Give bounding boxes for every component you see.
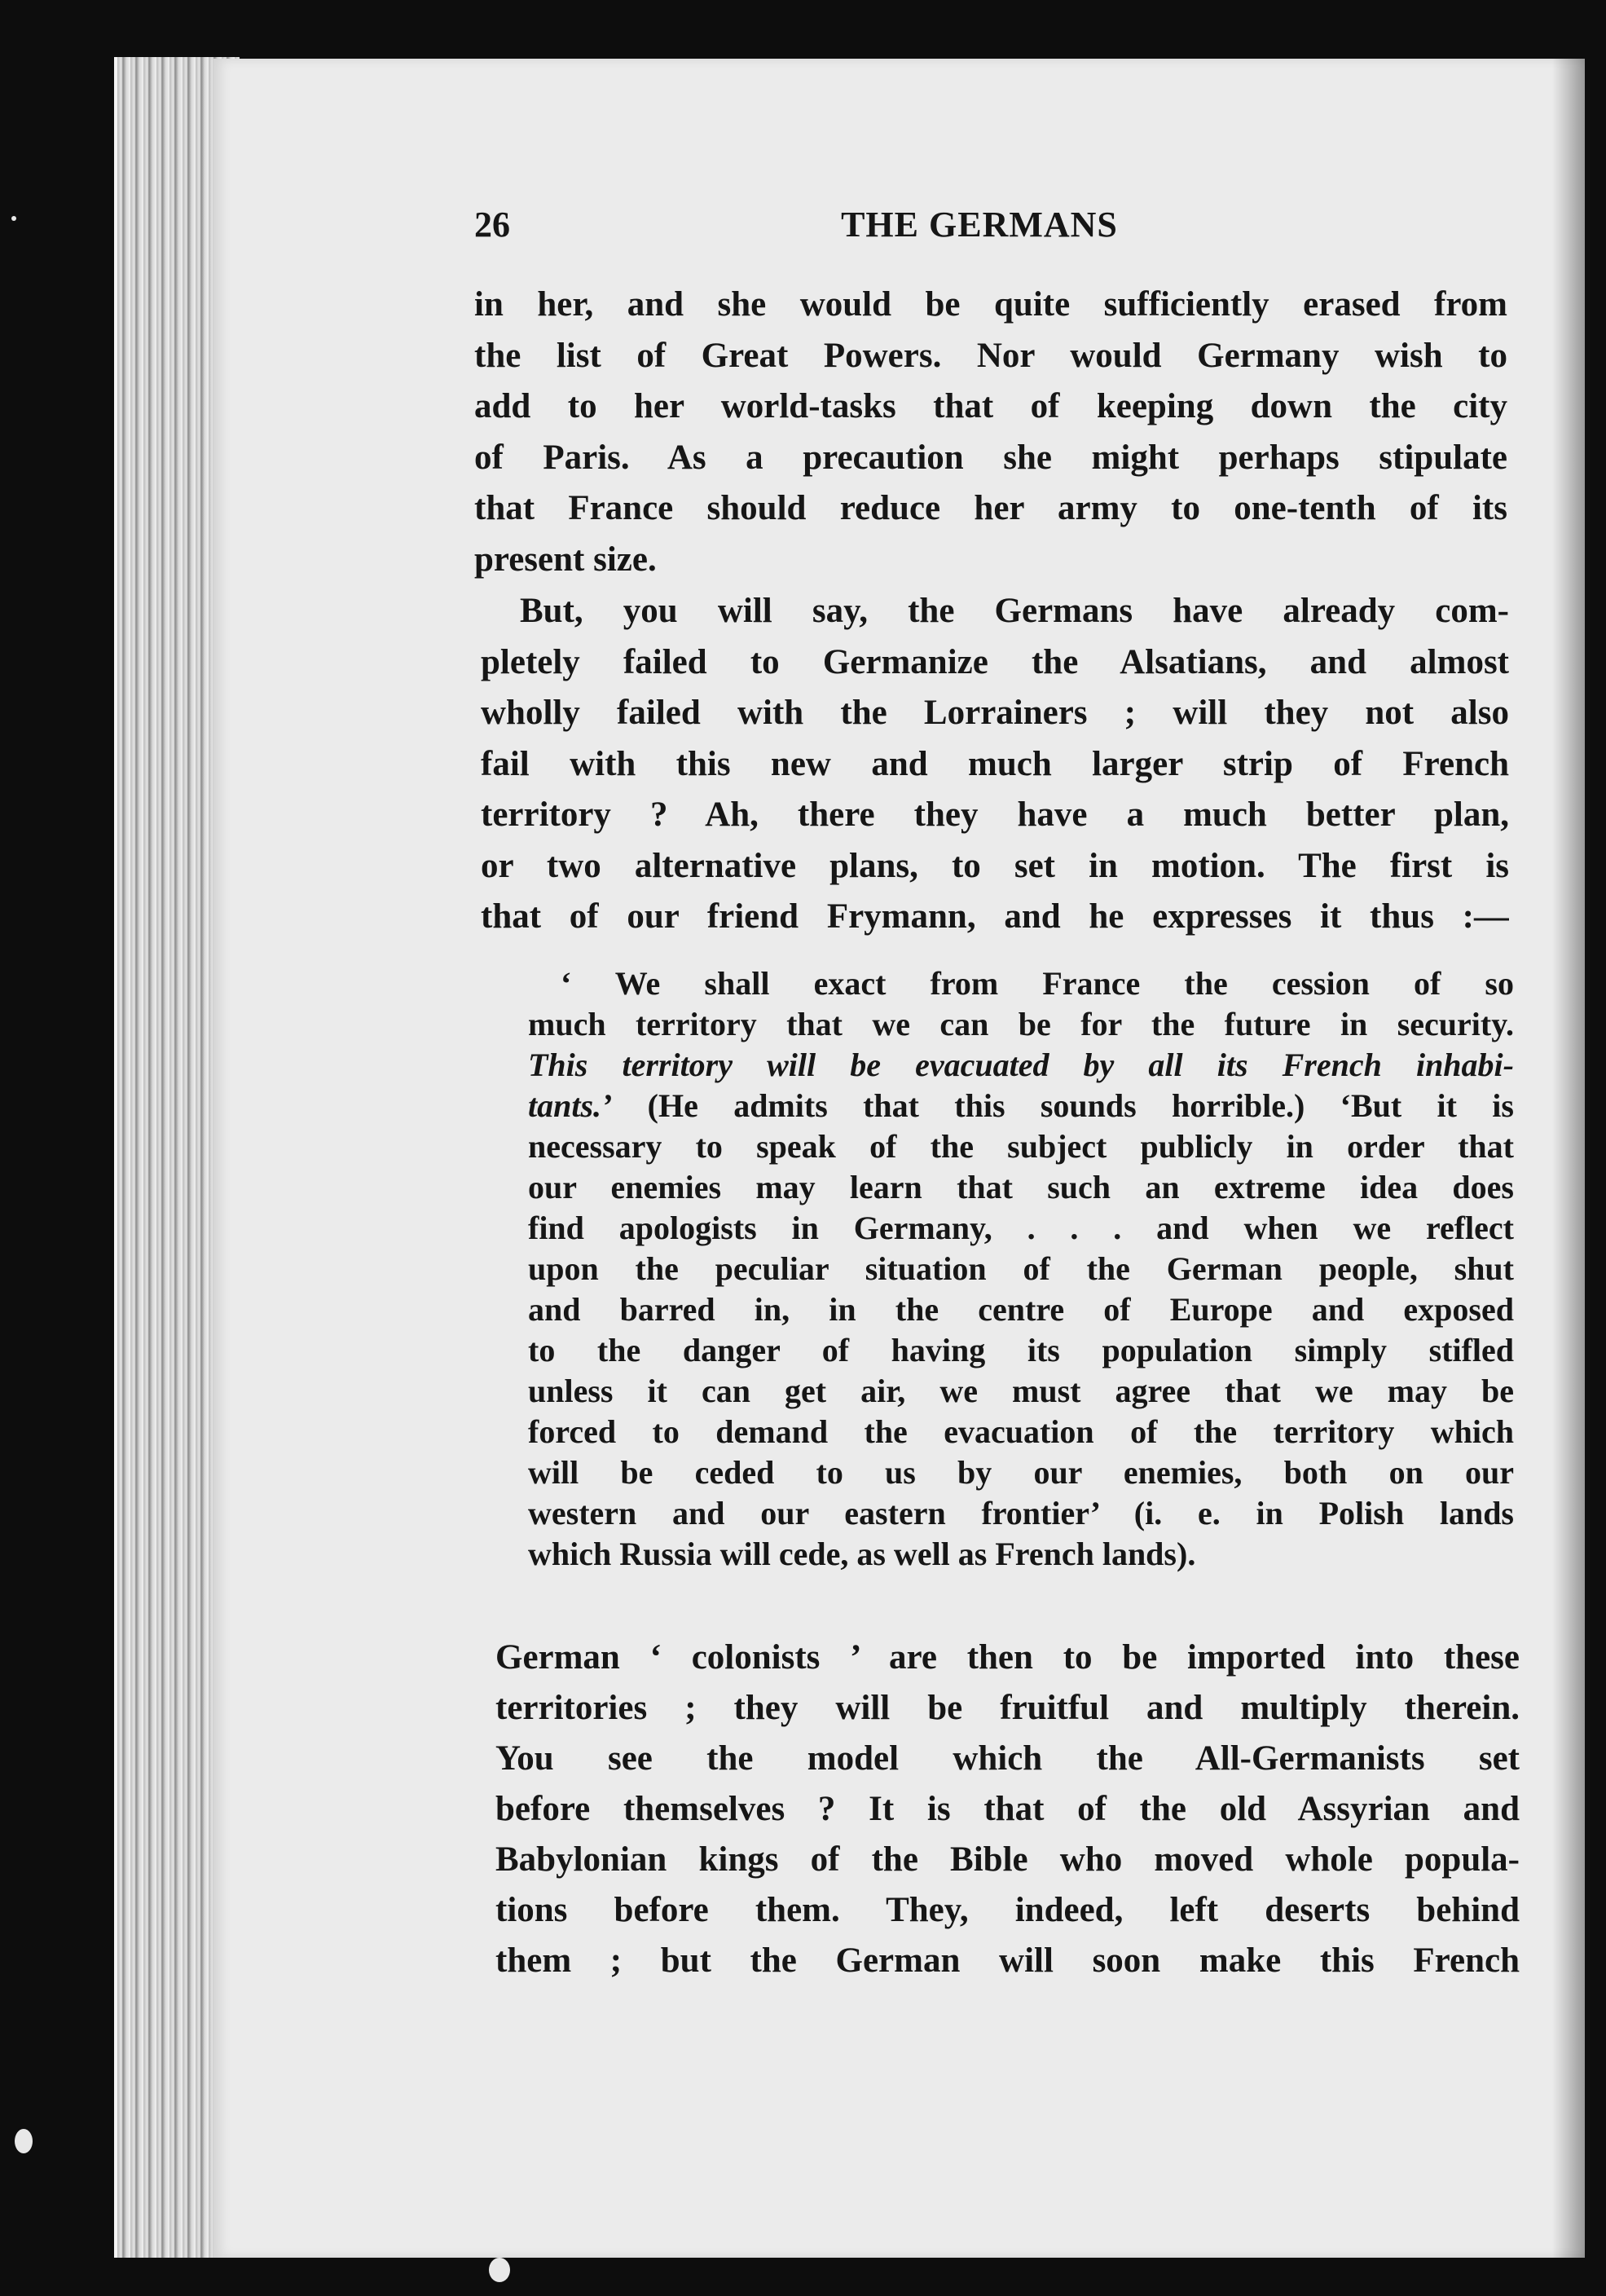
text-line: before themselves ? It is that of the old Assyrian and: [495, 1790, 1520, 1828]
text-line: territories ; they will be fruitful and multiply therein.: [495, 1689, 1520, 1727]
text-line: add to her world-tasks that of keeping down the city: [474, 387, 1507, 425]
text-line: present size.: [474, 540, 657, 579]
quote-line: [528, 1086, 1514, 1126]
quote-line: ‘ We shall exact from France the cession of so: [561, 965, 1514, 1002]
text-line: tions before them. They, indeed, left deserts behind: [495, 1891, 1520, 1929]
italic-text: tants.’: [528, 1087, 613, 1124]
text-line: the list of Great Powers. Nor would Germany wish to: [474, 336, 1507, 375]
text-line: of Paris. As a precaution she might perhaps stipulate: [474, 438, 1507, 477]
text-line: them ; but the German will soon make this French: [495, 1941, 1520, 1980]
paragraph-1: [474, 280, 1507, 585]
scan-speck: [15, 2129, 33, 2153]
scan-speck: [489, 2258, 510, 2282]
text-line: German ‘ colonists ’ are then to be imported into these: [495, 1638, 1520, 1677]
page-header: [474, 204, 1485, 253]
paragraph-3: [495, 1633, 1520, 1986]
paragraph-2: [481, 586, 1509, 943]
scan-speck: [11, 216, 16, 221]
running-head: THE GERMANS: [841, 205, 1118, 245]
text-line: Babylonian kings of the Bible who moved whole popula-: [495, 1840, 1520, 1879]
quote-line: find apologists in Germany, . . . and when we reflect: [528, 1210, 1514, 1246]
italic-text: This territory will be evacuated by all its French inhabi-: [528, 1047, 1514, 1083]
text-line: that of our friend Frymann, and he expresses it thus :—: [481, 897, 1509, 936]
quote-line-italic: [528, 1045, 1514, 1086]
quote-text: (He admits that this sounds horrible.) ‘But it is: [612, 1087, 1514, 1124]
text-line: But, you will say, the Germans have already com-: [520, 592, 1509, 630]
quote-line: western and our eastern frontier’ (i. e. in Polish lands: [528, 1495, 1514, 1531]
quote-line: unless it can get air, we must agree that we may be: [528, 1373, 1514, 1409]
text-line: wholly failed with the Lorrainers ; will they not also: [481, 694, 1509, 732]
block-quote: [528, 963, 1514, 1575]
text-line: pletely failed to Germanize the Alsatians, and almost: [481, 642, 1509, 681]
quote-line: which Russia will cede, as well as French lands).: [528, 1536, 1196, 1572]
text-line: in her, and she would be quite sufficiently erased from: [474, 285, 1507, 324]
quote-line: forced to demand the evacuation of the territory which: [528, 1413, 1514, 1450]
text-line: fail with this new and much larger strip of French: [481, 744, 1509, 783]
text-line: You see the model which the All-Germanists set: [495, 1739, 1520, 1778]
quote-line: and barred in, in the centre of Europe and exposed: [528, 1291, 1514, 1328]
quote-line: our enemies may learn that such an extreme idea does: [528, 1169, 1514, 1205]
quote-line: necessary to speak of the subject publicly in order that: [528, 1128, 1514, 1165]
text-line: or two alternative plans, to set in motion. The first is: [481, 846, 1509, 885]
quote-line: upon the peculiar situation of the German people, shut: [528, 1250, 1514, 1287]
quote-line: will be ceded to us by our enemies, both on our: [528, 1454, 1514, 1491]
text-line: territory ? Ah, there they have a much better plan,: [481, 795, 1509, 834]
text-line: that France should reduce her army to one-tenth of its: [474, 489, 1507, 527]
gutter-shadow: [1552, 59, 1585, 2258]
quote-line: to the danger of having its population simply stifled: [528, 1332, 1514, 1368]
quote-line: much territory that we can be for the future in security.: [528, 1006, 1514, 1042]
page-number: 26: [474, 205, 510, 245]
